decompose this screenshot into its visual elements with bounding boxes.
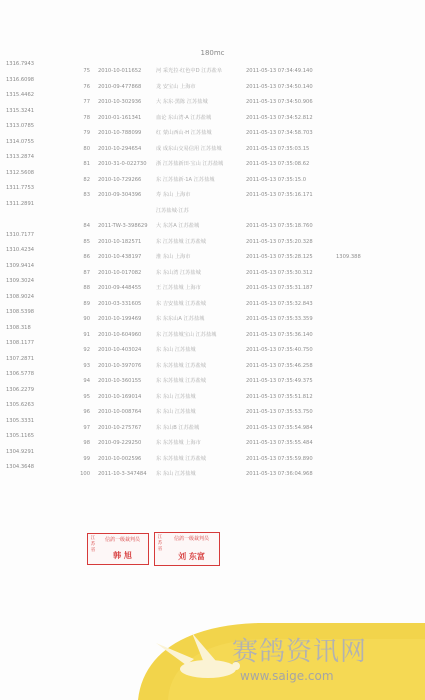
arrival-time: 2011-05-13 07:35:31.187	[246, 285, 313, 291]
ring-number: 2010-10-403024	[98, 347, 142, 353]
row-line	[74, 270, 336, 277]
table-row	[6, 232, 421, 248]
rank-number: 81	[83, 161, 90, 167]
rank-number: 83	[83, 192, 90, 198]
speed-value: 1316.7943	[6, 61, 35, 67]
arrival-time: 2011-05-13 07:35:59.890	[246, 455, 313, 462]
ring-number: 2010-10-017082	[98, 269, 142, 276]
rank-number: 75	[83, 68, 90, 74]
ring-number: 2010-10-275767	[98, 424, 142, 431]
arrival-time: 2011-05-13 07:35:16.171	[246, 192, 313, 198]
ring-number: 2010-10-011652	[98, 68, 142, 74]
stamp-side-label: 江苏省	[90, 536, 96, 553]
row-line	[74, 254, 361, 261]
row-line	[74, 316, 336, 323]
table-row	[6, 464, 421, 480]
table-row	[6, 325, 421, 341]
table-row	[6, 77, 421, 93]
row-line	[74, 208, 336, 215]
speed-value: 1310.4234	[6, 247, 35, 253]
ring-number: 2010-01-161341	[98, 114, 142, 121]
stamp-name: 韩 旭	[113, 551, 132, 560]
rank-number: 91	[83, 331, 90, 338]
arrival-time: 2011-05-13 07:35:20.328	[246, 238, 313, 245]
speed-value: 1305.6263	[6, 402, 35, 408]
ring-number: 2010-10-002596	[98, 455, 142, 462]
speed-value: 1311.2891	[6, 200, 35, 207]
owner-name: 东 江苏盐城 江苏盐城	[156, 238, 206, 245]
row-line	[74, 115, 336, 122]
ring-number: 2010-03-331605	[98, 300, 142, 307]
row-line	[74, 456, 336, 463]
page-header-mark: 180mc	[200, 49, 225, 57]
table-row	[6, 371, 421, 387]
arrival-time: 2011-05-13 07:35:46.258	[246, 362, 313, 369]
speed-value: 1314.0755	[6, 138, 35, 145]
speed-value: 1306.2279	[6, 386, 35, 393]
table-row	[6, 201, 421, 217]
rank-number: 89	[83, 300, 90, 307]
owner-name: 红 蒙山西山·H 江苏盐城	[156, 130, 212, 136]
ring-number: 2010-10-294654	[98, 145, 142, 152]
owner-name: 东 东苏盐城 江苏盐城	[156, 362, 206, 369]
ring-number: 2011-TW-3-398629	[98, 223, 148, 229]
owner-name: 东 东山 江苏盐城	[156, 347, 196, 353]
ring-number: 2010-10-604960	[98, 331, 142, 338]
rank-number: 98	[83, 440, 90, 446]
arrival-time: 2011-05-13 07:35:28.125	[246, 254, 313, 260]
arrival-time: 2011-05-13 07:35:55.484	[246, 440, 313, 446]
row-line	[74, 301, 336, 308]
rank-number: 97	[83, 424, 90, 431]
rank-number: 76	[83, 83, 90, 90]
table-row	[6, 356, 421, 372]
table-row	[6, 449, 421, 465]
speed-value: 1308.9024	[6, 293, 35, 300]
speed-value: 1306.5778	[6, 371, 35, 377]
rank-number: 99	[83, 455, 90, 462]
row-line	[74, 146, 336, 153]
table-row	[6, 108, 421, 124]
ring-number: 2010-10-360155	[98, 378, 142, 384]
rank-number: 85	[83, 238, 90, 245]
owner-name: 河 采光拉·红色中D 江苏盐阜	[156, 68, 223, 74]
table-row	[6, 402, 421, 418]
ring-number: 2010-10-302936	[98, 99, 142, 105]
row-line	[74, 440, 336, 447]
rank-number: 86	[83, 254, 90, 260]
owner-name: 龙 安宝山 上海市	[156, 83, 196, 90]
rank-number: 88	[83, 285, 90, 291]
arrival-time: 2011-05-13 07:34:50.906	[246, 99, 313, 105]
owner-name: 东 江苏盐新·1A 江苏盐城	[156, 176, 215, 183]
extra-value: 1309.388	[336, 254, 361, 260]
rank-number: 100	[80, 471, 90, 477]
speed-value: 1304.3648	[6, 464, 35, 470]
arrival-time: 2011-05-13 07:34:50.140	[246, 83, 313, 90]
rank-number: 77	[83, 99, 90, 105]
arrival-time: 2011-05-13 07:35:18.760	[246, 223, 313, 229]
row-line	[74, 363, 336, 370]
watermark-url: www.saige.com	[240, 669, 334, 683]
owner-name: 东 东山B 江苏盐城	[156, 424, 200, 431]
table-row	[6, 340, 421, 356]
table-row	[6, 139, 421, 155]
row-line	[74, 285, 336, 292]
rank-number: 93	[83, 362, 90, 369]
arrival-time: 2011-05-13 07:35:32.843	[246, 300, 313, 307]
ring-number: 2010-10-182571	[98, 238, 142, 245]
speed-value: 1313.2874	[6, 154, 35, 160]
arrival-time: 2011-05-13 07:35:03.15	[246, 145, 310, 152]
speed-value: 1312.5608	[6, 169, 35, 176]
table-row	[6, 294, 421, 310]
rank-number: 92	[83, 347, 90, 353]
results-table	[6, 61, 421, 480]
row-line	[74, 394, 336, 401]
owner-name: 东 东山 江苏盐城	[156, 409, 196, 415]
arrival-time: 2011-05-13 07:35:49.375	[246, 378, 313, 384]
owner-name: 东 吉安盐城 江苏盐城	[156, 300, 206, 307]
owner-name: 大 东东·黑陈 江苏盐城	[156, 99, 208, 105]
owner-name: 东 东苏盐城 江苏盐城	[156, 378, 206, 384]
ring-number: 2010-31-0-022730	[98, 161, 147, 167]
row-line	[74, 161, 336, 168]
ring-number: 2010-10-729266	[98, 176, 142, 183]
ring-number: 2010-10-199469	[98, 316, 142, 322]
official-stamps	[0, 533, 425, 573]
arrival-time: 2011-05-13 07:35:51.812	[246, 393, 313, 400]
speed-value: 1315.4462	[6, 92, 35, 98]
speed-value: 1308.1177	[6, 340, 35, 346]
row-line	[74, 332, 336, 339]
row-line	[74, 84, 336, 91]
row-line	[74, 347, 336, 354]
speed-value: 1316.6098	[6, 76, 35, 83]
stamp-org: 信鸽一级裁判员	[173, 536, 209, 542]
ring-number: 2010-09-304396	[98, 192, 142, 198]
speed-value: 1304.9291	[6, 448, 35, 455]
arrival-time: 2011-05-13 07:35:40.750	[246, 347, 313, 353]
row-line	[74, 409, 336, 416]
table-row	[6, 433, 421, 449]
speed-value: 1315.3241	[6, 107, 35, 114]
speed-value: 1307.2871	[6, 355, 35, 362]
row-line	[74, 378, 336, 385]
rank-number: 94	[83, 378, 90, 384]
table-row	[6, 123, 421, 139]
speed-value: 1310.7177	[6, 231, 35, 238]
arrival-time: 2011-05-13 07:34:58.703	[246, 130, 313, 136]
rank-number: 80	[83, 145, 90, 152]
stamp-org: 信鸽一级裁判员	[104, 537, 140, 543]
row-line	[74, 192, 336, 199]
speed-value: 1305.3331	[6, 417, 35, 424]
owner-name: 血论 东山湾·A 江苏盐城	[156, 114, 212, 121]
table-row	[6, 170, 421, 186]
speed-value: 1309.3024	[6, 278, 35, 284]
owner-name: 淮 东山 上海市	[156, 254, 191, 260]
table-row	[6, 92, 421, 108]
ring-number: 2010-10-438197	[98, 254, 142, 260]
owner-name: 寿 东山 上海市	[156, 192, 191, 198]
rank-number: 79	[83, 130, 90, 136]
rank-number: 87	[83, 269, 90, 276]
row-line	[74, 223, 336, 230]
speed-value: 1305.1165	[6, 433, 35, 439]
row-line	[74, 130, 336, 137]
ring-number: 2010-09-229250	[98, 440, 142, 446]
site-watermark	[108, 617, 425, 700]
arrival-time: 2011-05-13 07:35:30.312	[246, 269, 313, 276]
row-line	[74, 177, 336, 184]
rank-number: 95	[83, 393, 90, 400]
speed-value: 1313.0785	[6, 123, 35, 129]
stamp-side-label: 江苏省	[157, 535, 163, 552]
rank-number: 90	[83, 316, 90, 322]
rank-number: 82	[83, 176, 90, 183]
rank-number: 96	[83, 409, 90, 415]
ring-number: 2010-10-397076	[98, 362, 142, 369]
row-line	[74, 471, 336, 478]
owner-name: 东 东山 江苏盐城	[156, 393, 196, 400]
table-row	[6, 185, 421, 201]
watermark-title: 赛鸽资讯网	[232, 637, 368, 667]
official-stamp	[87, 533, 149, 565]
speed-value: 1309.9414	[6, 262, 35, 269]
owner-name: 东 东山湾 江苏盐城	[156, 269, 201, 276]
arrival-time: 2011-05-13 07:35:36.140	[246, 331, 313, 338]
owner-name: 东 东苏盐城 江苏盐城	[156, 455, 206, 462]
table-row	[6, 418, 421, 434]
table-row	[6, 61, 421, 77]
row-line	[74, 99, 336, 106]
ring-number: 2010-09-448455	[98, 285, 142, 291]
row-line	[74, 68, 336, 75]
table-row	[6, 154, 421, 170]
owner-name: 东 东东山A 江苏盐城	[156, 316, 205, 322]
owner-name: 东 东山 江苏盐城	[156, 471, 196, 477]
table-row	[6, 263, 421, 279]
speed-value: 1308.318	[6, 324, 31, 331]
arrival-time: 2011-05-13 07:35:33.359	[246, 316, 313, 322]
ring-number: 2010-09-477868	[98, 83, 142, 90]
rank-number: 78	[83, 114, 90, 121]
owner-name: 东 江苏盐城宝山 江苏盐城	[156, 331, 217, 338]
owner-name: 王 江苏盐城 上海市	[156, 285, 201, 291]
row-line	[74, 425, 336, 432]
speed-value: 1311.7753	[6, 185, 35, 191]
ring-number: 2010-10-169014	[98, 393, 142, 400]
table-row	[6, 387, 421, 403]
stamp-name: 刘 东富	[178, 552, 205, 561]
owner-name: 东 东苏盐城 上海市	[156, 440, 201, 446]
owner-name: 大 东苏A 江苏盐城	[156, 223, 200, 229]
ring-number: 2011-10-3-347484	[98, 471, 147, 477]
owner-name: 浙 江苏盐新田·宝山 江苏盐城	[156, 161, 224, 167]
owner-name: 成 成东山交易信用 江苏盐城	[156, 145, 222, 152]
ring-number: 2010-10-008764	[98, 409, 142, 415]
table-row	[6, 247, 421, 263]
table-row	[6, 278, 421, 294]
arrival-time: 2011-05-13 07:35:15.0	[246, 176, 307, 183]
arrival-time: 2011-05-13 07:35:53.750	[246, 409, 313, 415]
arrival-time: 2011-05-13 07:34:52.812	[246, 114, 313, 121]
table-row	[6, 216, 421, 232]
owner-name: 江苏盐城·江苏	[156, 207, 189, 214]
official-stamp	[154, 532, 220, 566]
speed-value: 1308.5398	[6, 309, 35, 315]
arrival-time: 2011-05-13 07:35:54.984	[246, 424, 313, 431]
arrival-time: 2011-05-13 07:35:08.62	[246, 161, 310, 167]
arrival-time: 2011-05-13 07:36:04.968	[246, 471, 313, 477]
rank-number: 84	[83, 223, 90, 229]
ring-number: 2010-10-788099	[98, 130, 142, 136]
row-line	[74, 239, 336, 246]
table-row	[6, 309, 421, 325]
arrival-time: 2011-05-13 07:34:49.140	[246, 68, 313, 74]
